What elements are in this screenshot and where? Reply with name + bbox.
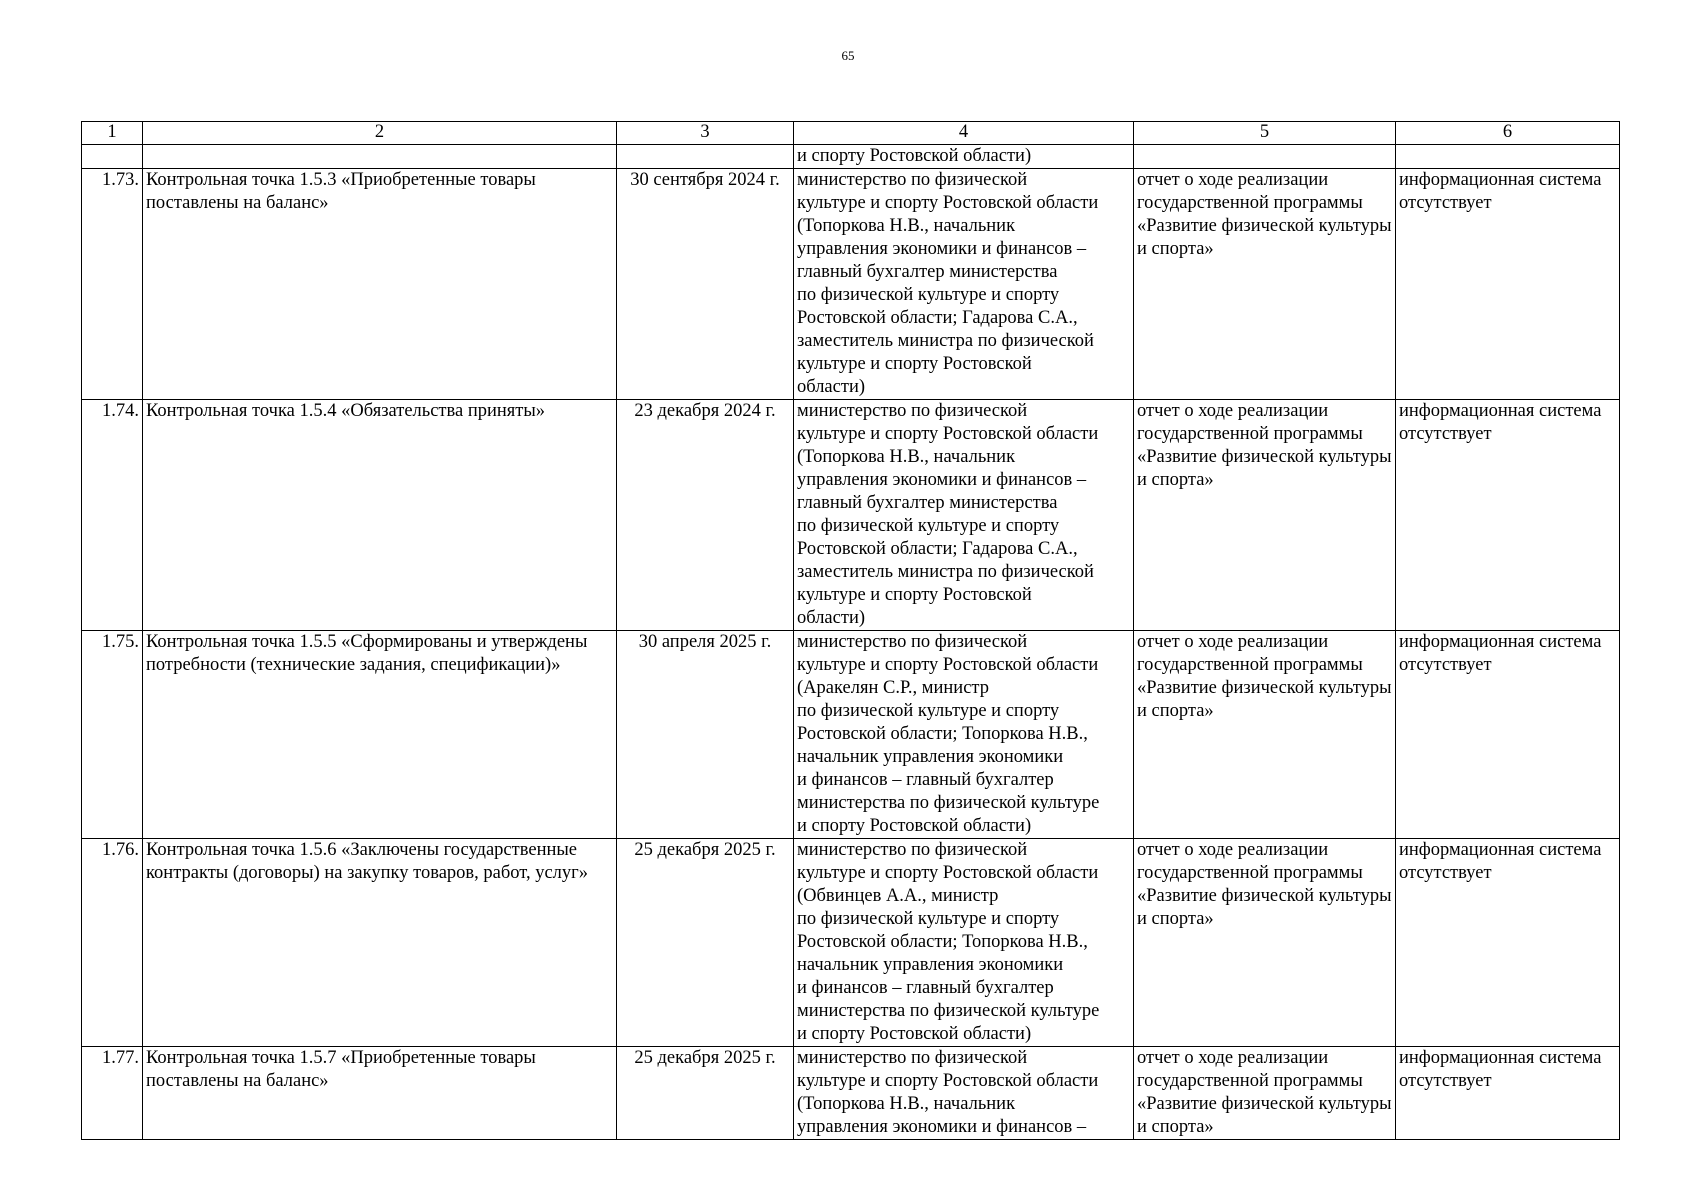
responsible-line: управления экономики и финансов – — [797, 470, 1087, 490]
table-cell — [617, 145, 794, 169]
information-system: информационная система отсутствует — [1396, 169, 1620, 400]
column-header: 4 — [794, 122, 1134, 145]
row-number: 1.77. — [82, 1047, 143, 1140]
responsible-line: по физической культуре и спорту — [797, 909, 1060, 929]
responsible-line: министерство по физической — [797, 170, 1028, 190]
column-header: 5 — [1134, 122, 1396, 145]
responsible-line: культуре и спорту Ростовской области — [797, 863, 1099, 883]
information-system: информационная система отсутствует — [1396, 631, 1620, 839]
responsible-line: Ростовской области; Гадарова С.А., — [797, 308, 1078, 328]
column-header: 1 — [82, 122, 143, 145]
responsible-line: культуре и спорту Ростовской — [797, 354, 1032, 374]
confirming-document: отчет о ходе реализации государственной программы «Развитие физической культуры и спорта» — [1134, 400, 1396, 631]
responsible-line: культуре и спорту Ростовской области — [797, 1071, 1099, 1091]
responsible-line: Ростовской области; Топоркова Н.В., — [797, 932, 1088, 952]
information-system: информационная система отсутствует — [1396, 400, 1620, 631]
responsible-line: министерство по физической — [797, 632, 1028, 652]
confirming-document: отчет о ходе реализации государственной программы «Развитие физической культуры и спорта» — [1134, 631, 1396, 839]
table-row — [82, 169, 1620, 400]
responsible-line: (Топоркова Н.В., начальник — [797, 1094, 1016, 1114]
responsible-line: Ростовской области; Топоркова Н.В., — [797, 724, 1088, 744]
responsible-line: и спорту Ростовской области) — [797, 1024, 1032, 1044]
column-header: 6 — [1396, 122, 1620, 145]
deadline-date: 30 сентября 2024 г. — [617, 169, 794, 400]
responsible-line: заместитель министра по физической — [797, 331, 1094, 351]
responsible-line: (Обвинцев А.А., министр — [797, 886, 999, 906]
row-number: 1.76. — [82, 839, 143, 1047]
continuation-row — [82, 145, 1620, 169]
responsible-line: культуре и спорту Ростовской области — [797, 193, 1099, 213]
deadline-date: 25 декабря 2025 г. — [617, 1047, 794, 1140]
responsible-line: управления экономики и финансов – — [797, 1117, 1087, 1137]
responsible-line: начальник управления экономики — [797, 747, 1064, 767]
responsible-line: (Топоркова Н.В., начальник — [797, 447, 1016, 467]
responsible-executor — [794, 1047, 1134, 1140]
control-point-name: Контрольная точка 1.5.5 «Сформированы и утверждены потребности (технические задания, спецификации)» — [143, 631, 617, 839]
responsible-line: (Аракелян С.Р., министр — [797, 678, 989, 698]
responsible-line: начальник управления экономики — [797, 955, 1064, 975]
table-cell — [1396, 145, 1620, 169]
plan-table — [81, 121, 1620, 1140]
responsible-executor — [794, 169, 1134, 400]
responsible-line: по физической культуре и спорту — [797, 701, 1060, 721]
page-number: 65 — [841, 48, 855, 63]
responsible-line: и финансов – главный бухгалтер — [797, 978, 1054, 998]
deadline-date: 30 апреля 2025 г. — [617, 631, 794, 839]
deadline-date: 23 декабря 2024 г. — [617, 400, 794, 631]
control-point-name: Контрольная точка 1.5.4 «Обязательства приняты» — [143, 400, 617, 631]
column-header: 3 — [617, 122, 794, 145]
responsible-line: культуре и спорту Ростовской — [797, 585, 1032, 605]
control-point-name: Контрольная точка 1.5.6 «Заключены государственные контракты (договоры) на закупку товаров, работ, услуг» — [143, 839, 617, 1047]
responsible-line: Ростовской области; Гадарова С.А., — [797, 539, 1078, 559]
responsible-line: главный бухгалтер министерства — [797, 493, 1058, 513]
control-point-name: Контрольная точка 1.5.7 «Приобретенные товары поставлены на баланс» — [143, 1047, 617, 1140]
information-system: информационная система отсутствует — [1396, 839, 1620, 1047]
responsible-executor — [794, 839, 1134, 1047]
column-header: 2 — [143, 122, 617, 145]
table-row — [82, 631, 1620, 839]
responsible-line: культуре и спорту Ростовской области — [797, 655, 1099, 675]
responsible-line: культуре и спорту Ростовской области — [797, 424, 1099, 444]
responsible-line: министерство по физической — [797, 840, 1028, 860]
responsible-line: управления экономики и финансов – — [797, 239, 1087, 259]
table-cell — [143, 145, 617, 169]
responsible-line: по физической культуре и спорту — [797, 516, 1060, 536]
responsible-line: области) — [797, 608, 866, 628]
information-system: информационная система отсутствует — [1396, 1047, 1620, 1140]
responsible-line: министерства по физической культуре — [797, 1001, 1100, 1021]
confirming-document: отчет о ходе реализации государственной программы «Развитие физической культуры и спорта» — [1134, 1047, 1396, 1140]
table-row — [82, 839, 1620, 1047]
table-cell — [1134, 145, 1396, 169]
continuation-text: и спорту Ростовской области) — [794, 145, 1134, 169]
responsible-line: заместитель министра по физической — [797, 562, 1094, 582]
table-cell — [82, 145, 143, 169]
responsible-line: (Топоркова Н.В., начальник — [797, 216, 1016, 236]
confirming-document: отчет о ходе реализации государственной программы «Развитие физической культуры и спорта» — [1134, 169, 1396, 400]
responsible-line: области) — [797, 377, 866, 397]
responsible-executor — [794, 631, 1134, 839]
responsible-line: министерства по физической культуре — [797, 793, 1100, 813]
row-number: 1.73. — [82, 169, 143, 400]
responsible-line: главный бухгалтер министерства — [797, 262, 1058, 282]
control-point-name: Контрольная точка 1.5.3 «Приобретенные товары поставлены на баланс» — [143, 169, 617, 400]
responsible-line: и спорту Ростовской области) — [797, 816, 1032, 836]
table-row — [82, 1047, 1620, 1140]
responsible-line: и финансов – главный бухгалтер — [797, 770, 1054, 790]
responsible-line: по физической культуре и спорту — [797, 285, 1060, 305]
table-row — [82, 400, 1620, 631]
responsible-executor — [794, 400, 1134, 631]
responsible-line: министерство по физической — [797, 1048, 1028, 1068]
row-number: 1.75. — [82, 631, 143, 839]
confirming-document: отчет о ходе реализации государственной программы «Развитие физической культуры и спорта» — [1134, 839, 1396, 1047]
responsible-line: министерство по физической — [797, 401, 1028, 421]
header-row — [82, 122, 1620, 145]
deadline-date: 25 декабря 2025 г. — [617, 839, 794, 1047]
row-number: 1.74. — [82, 400, 143, 631]
